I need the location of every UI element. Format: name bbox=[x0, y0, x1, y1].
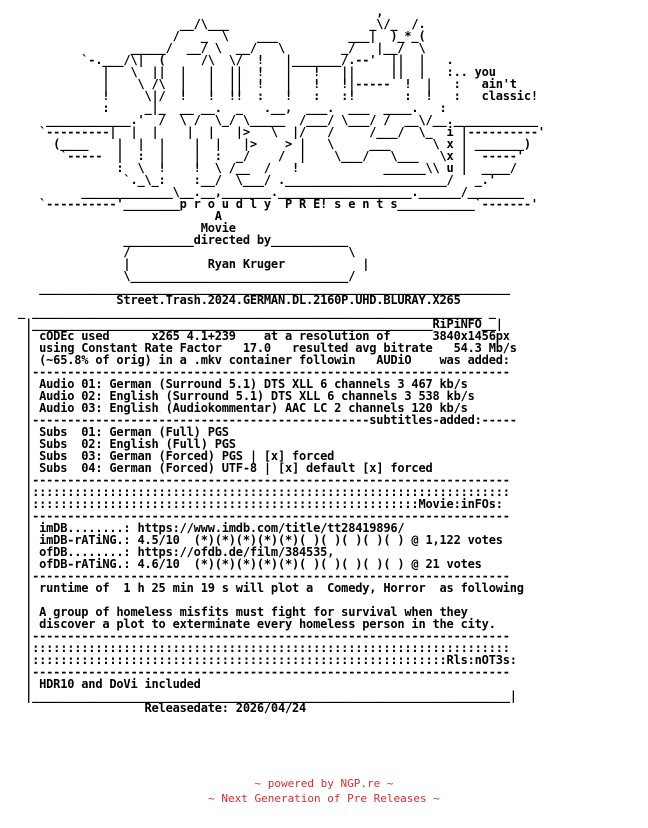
nfo-line: Movie bbox=[4, 221, 236, 235]
nfo-line: |-------------------------------------------------------------------- bbox=[4, 473, 510, 487]
nfo-line: : \ ! ! \ /__ / ! ______\\ u | ____/ bbox=[4, 161, 517, 175]
nfo-line: A bbox=[4, 209, 222, 223]
nfo-line: ! \|/ ! ! !! : ! : :! : ! : classic! bbox=[4, 89, 538, 103]
nfo-line: |_________________________________________________________RiPiNFO__| bbox=[4, 317, 503, 331]
nfo-line: |:::::::::::::::::::::::::::::::::::::::::::::::::::::::::::Rls:nOT3s: bbox=[4, 653, 517, 667]
nfo-line: (____ | | | | | |> > | \ ___ \ x | _______) bbox=[4, 137, 531, 151]
nfo-line: | Subs 01: German (Full) PGS bbox=[4, 425, 229, 439]
nfo-line: | Audio 01: German (Surround 5.1) DTS XLL 6 channels 3 467 kb/s bbox=[4, 377, 468, 391]
nfo-line: | bbox=[4, 593, 33, 607]
nfo-line: | (~65.8% of orig) in a .mkv container followin AUDiO was added: bbox=[4, 353, 510, 367]
nfo-line: | imDB-rATiNG.: 4.5/10 (*)(*)(*)(*)(*)( )( )( )( )( ) @ 1,122 votes bbox=[4, 533, 503, 547]
nfo-line: _____/ __/ \ __/ \ _/ |__/ \ bbox=[4, 41, 426, 55]
nfo-line: | \ || | | || ! | ! || || | :.. you bbox=[4, 65, 496, 79]
nfo-line: | Subs 02: English (Full) PGS bbox=[4, 437, 236, 451]
nfo-line: `----- | : | | : _/ / | \___/ \___ \x | -----' bbox=[4, 149, 524, 163]
nfo-line: _ ________________________________________________________________ _ bbox=[4, 305, 496, 319]
nfo-line: | cODEc used x265 4.1+239 at a resolution of 3840x1456px bbox=[4, 329, 510, 343]
nfo-line: , bbox=[4, 5, 384, 19]
nfo-line: | runtime of 1 h 25 min 19 s will plot a Comedy, Horror as following bbox=[4, 581, 524, 595]
nfo-line: | using Constant Rate Factor 17.0 resulted avg bitrate 54.3 Mb/s bbox=[4, 341, 517, 355]
nfo-line: ____________.' / \ / \_/ \_____ /___/ \___/ / __\/__.____________ bbox=[4, 113, 538, 127]
nfo-line: / _ \ ___ ___| )_*_( bbox=[4, 29, 426, 43]
nfo-line: \_______________________________/ bbox=[4, 269, 356, 283]
nfo-line: |:::::::::::::::::::::::::::::::::::::::::::::::::::::::::::::::::::: bbox=[4, 485, 510, 499]
footer bbox=[0, 776, 648, 806]
nfo-line: | Audio 03: English (Audiokommentar) AAC LC 2 channels 120 kb/s bbox=[4, 401, 468, 415]
nfo-line: | Subs 04: German (Forced) UTF-8 | [x] default [x] forced bbox=[4, 461, 433, 475]
powered-by-link[interactable]: ~ powered by NGP.re ~ bbox=[254, 777, 394, 790]
nfo-line: Releasedate: 2026/04/24 bbox=[4, 701, 307, 715]
nfo-line: Street.Trash.2024.GERMAN.DL.2160P.UHD.BLURAY.X265 bbox=[4, 293, 461, 307]
nfo-line: : _|_ __ __. _ .__, ___. ___ ____. : bbox=[4, 101, 447, 115]
nfo-line: `._\_: :__/ \___/ ._______________________/ _.' bbox=[4, 173, 496, 187]
nfo-line: `----------'________p r o u d l y P R E! s e n t s___________`-------' bbox=[4, 197, 538, 211]
nfo-line: | ofDB........: https://ofdb.de/film/384535, bbox=[4, 545, 335, 559]
nfo-line: | Ryan Kruger | bbox=[4, 257, 370, 271]
nfo-line: |------------------------------------------------subtitles-added:----- bbox=[4, 413, 517, 427]
nfo-line: / \ bbox=[4, 245, 356, 259]
nfo-line: | Subs 03: German (Forced) PGS | [x] forced bbox=[4, 449, 335, 463]
nfo-line: | imDB........: https://www.imdb.com/title/tt28419896/ bbox=[4, 521, 405, 535]
nfo-line: |-------------------------------------------------------------------- bbox=[4, 509, 510, 523]
nfo-line: |:::::::::::::::::::::::::::::::::::::::::::::::::::::::Movie:inFOs: bbox=[4, 497, 503, 511]
nfo-line: `-.___/\| ( /\ \/ ! |_______/.--' || | . bbox=[4, 53, 454, 67]
nfo-line: |:::::::::::::::::::::::::::::::::::::::::::::::::::::::::::::::::::: bbox=[4, 641, 510, 655]
footer-tagline: ~ Next Generation of Pre Releases ~ bbox=[208, 792, 440, 805]
nfo-line: | discover a plot to exterminate every homeless person in the city. bbox=[4, 617, 496, 631]
nfo-text bbox=[4, 6, 545, 714]
nfo-line: |-------------------------------------------------------------------- bbox=[4, 665, 510, 679]
nfo-line: | ofDB-rATiNG.: 4.6/10 (*)(*)(*)(*)(*)( )( )( )( )( ) @ 21 votes bbox=[4, 557, 482, 571]
nfo-line: | \ /\ | | || ! | ! !|----- ! | : ain't bbox=[4, 77, 517, 91]
nfo-line: |-------------------------------------------------------------------- bbox=[4, 365, 510, 379]
nfo-line: _____________\__.__,_______.___________________.______/________ bbox=[4, 185, 524, 199]
nfo-line: ___________________________________________________________________ bbox=[4, 281, 510, 295]
nfo-line: |-------------------------------------------------------------------- bbox=[4, 569, 510, 583]
nfo-line: |____________________________________________________________________| bbox=[4, 689, 517, 703]
nfo-line: |-------------------------------------------------------------------- bbox=[4, 629, 510, 643]
nfo-line: __/\___ _\/_ /. bbox=[4, 17, 426, 31]
nfo-line: | HDR10 and DoVi included bbox=[4, 677, 201, 691]
nfo-line: __________directed by___________ bbox=[4, 233, 349, 247]
nfo-line: `---------| | | | | |> \ |/ / /___/ \_ i |----------' bbox=[4, 125, 545, 139]
nfo-line: | A group of homeless misfits must fight for survival when they bbox=[4, 605, 468, 619]
nfo-line: | Audio 02: English (Surround 5.1) DTS XLL 6 channels 3 538 kb/s bbox=[4, 389, 475, 403]
